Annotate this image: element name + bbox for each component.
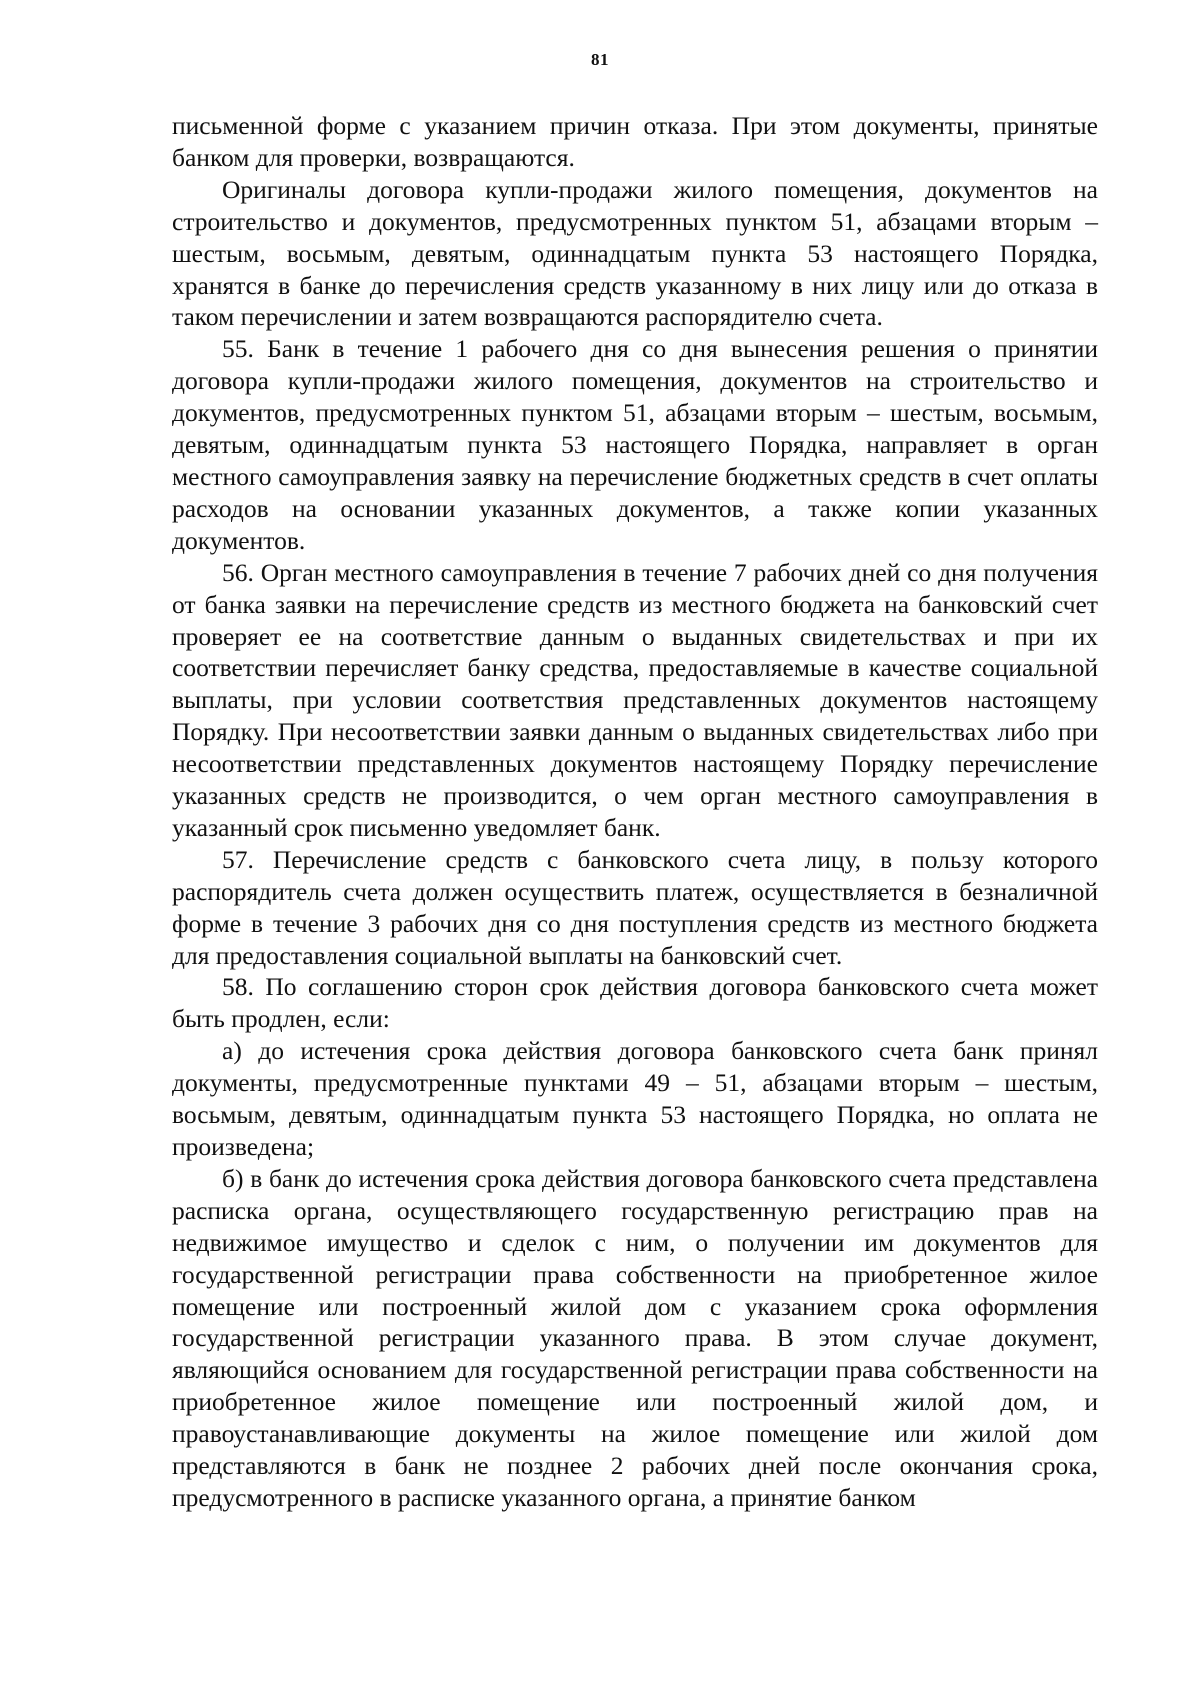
page-number: 81: [591, 50, 609, 69]
paragraph-58: 58. По соглашению сторон срок действия договора банковского счета может быть продлен, если:: [172, 972, 1098, 1034]
paragraph-57: 57. Перечисление средств с банковского счета лицу, в пользу которого распорядитель счета должен осуществить платеж, осуществляется в безналичной форме в течение 3 рабочих дня со дня поступления средств из местного бюджета для предоставления социальной выплаты на банковский счет.: [172, 844, 1098, 970]
paragraph-56: 56. Орган местного самоуправления в течение 7 рабочих дней со дня получения от банка заявки на перечисление средств из местного бюджета на банковский счет проверяет ее на соответствие данным о выданных свидетельствах и при их соответствии перечисляет банку средства, предоставляемые в качестве социальной выплаты, при условии соответствия представленных документов настоящему Порядку. При несоответствии заявки данным о выданных свидетельствах либо при несоответствии представленных документов настоящему Порядку перечисление указанных средств не производится, о чем орган местного самоуправления в указанный срок письменно уведомляет банк.: [172, 557, 1098, 842]
paragraph-58-item-a: а) до истечения срока действия договора банковского счета банк принял документы, предусмотренные пунктами 49 – 51, абзацами вторым – шестым, восьмым, девятым, одиннадцатым пункта 53 настоящего Порядка, но оплата не произведена;: [172, 1036, 1098, 1161]
document-body: [172, 110, 1098, 1514]
paragraph-originals-storage: Оригиналы договора купли-продажи жилого помещения, документов на строительство и документов, предусмотренных пунктом 51, абзацами вторым – шестым, восьмым, девятым, одиннадцатым пункта 53 настоящего Порядка, хранятся в банке до перечисления средств указанному в них лицу или до отказа в таком перечислении и затем возвращаются распорядителю счета.: [172, 174, 1098, 332]
paragraph-continuation: письменной форме с указанием причин отказа. При этом документы, принятые банком для проверки, возвращаются.: [172, 111, 1098, 172]
paragraph-58-item-b: б) в банк до истечения срока действия договора банковского счета представлена расписка органа, осуществляющего государственную регистрацию прав на недвижимое имущество и сделок с ним, о получении им документов для государственной регистрации права собственности на приобретенное жилое помещение или построенный жилой дом с указанием срока оформления государственной регистрации указанного права. В этом случае документ, являющийся основанием для государственной регистрации права собственности на приобретенное жилое помещение или построенный жилой дом, и правоустанавливающие документы на жилое помещение или жилой дом представляются в банк не позднее 2 рабочих дней после окончания срока, предусмотренного в расписке указанного органа, а принятие банком: [172, 1163, 1098, 1512]
paragraph-55: 55. Банк в течение 1 рабочего дня со дня вынесения решения о принятии договора купли-продажи жилого помещения, документов на строительство и документов, предусмотренных пунктом 51, абзацами вторым – шестым, восьмым, девятым, одиннадцатым пункта 53 настоящего Порядка, направляет в орган местного самоуправления заявку на перечисление бюджетных средств в счет оплаты расходов на основании указанных документов, а также копии указанных документов.: [172, 334, 1098, 555]
